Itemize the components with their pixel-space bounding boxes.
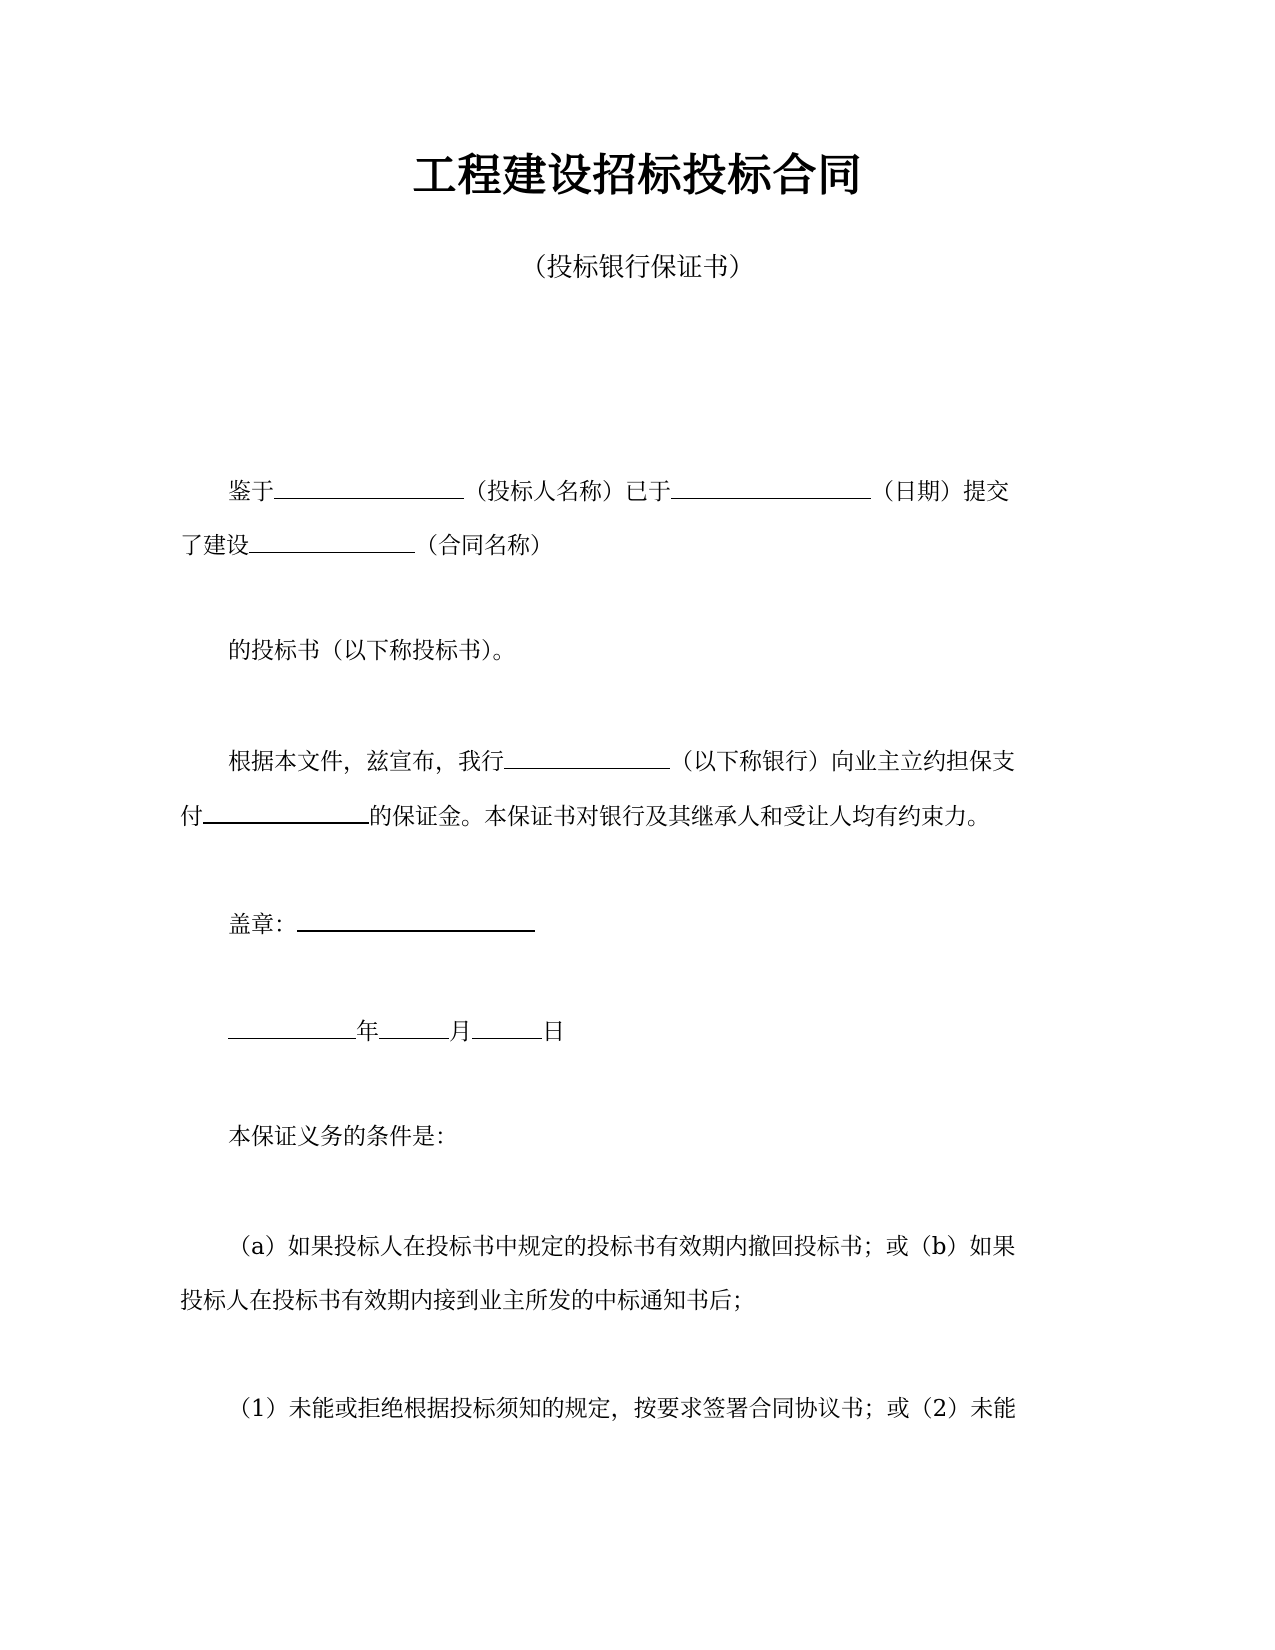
para3-prefix: 根据本文件，兹宣布，我行 bbox=[228, 749, 504, 775]
document-title: 工程建设招标投标合同 bbox=[412, 150, 863, 201]
month-blank[interactable] bbox=[379, 1012, 449, 1039]
contract-name-blank[interactable] bbox=[249, 526, 415, 553]
date-label: （日期）提交 bbox=[871, 479, 1009, 505]
bank-name-blank[interactable] bbox=[504, 742, 670, 769]
day-label: 日 bbox=[542, 1019, 565, 1045]
bidder-name-label: （投标人名称）已于 bbox=[464, 479, 671, 505]
condition-a-line2: 投标人在投标书有效期内接到业主所发的中标通知书后； bbox=[180, 1288, 755, 1314]
para3-line1 bbox=[228, 742, 1015, 779]
condition-a-line1: （a）如果投标人在投标书中规定的投标书有效期内撤回投标书；或（b）如果 bbox=[228, 1234, 1016, 1260]
para3-suffix: （以下称银行）向业主立约担保支 bbox=[670, 749, 1015, 775]
para3-line2-suffix: 的保证金。本保证书对银行及其继承人和受让人均有约束力。 bbox=[369, 804, 990, 830]
para1-prefix: 鉴于 bbox=[228, 479, 274, 505]
para3-line2 bbox=[180, 796, 990, 834]
document-subtitle: （投标银行保证书） bbox=[520, 253, 755, 283]
date-blank[interactable] bbox=[671, 472, 871, 499]
para2-text: 的投标书（以下称投标书）。 bbox=[228, 638, 516, 664]
seal-line bbox=[228, 904, 535, 942]
seal-label: 盖章： bbox=[228, 912, 297, 938]
para1-line2-prefix: 了建设 bbox=[180, 533, 249, 559]
date-line bbox=[228, 1012, 565, 1049]
bidder-name-blank[interactable] bbox=[274, 472, 464, 499]
para3-line2-prefix: 付 bbox=[180, 804, 203, 830]
day-blank[interactable] bbox=[472, 1012, 542, 1039]
para1-line2 bbox=[180, 526, 553, 563]
condition-1-line1: （1）未能或拒绝根据投标须知的规定，按要求签署合同协议书；或（2）未能 bbox=[228, 1396, 1017, 1422]
contract-name-label: （合同名称） bbox=[415, 533, 553, 559]
year-blank[interactable] bbox=[228, 1012, 356, 1039]
month-label: 月 bbox=[449, 1019, 472, 1045]
amount-blank[interactable] bbox=[203, 796, 369, 824]
seal-blank[interactable] bbox=[297, 904, 535, 932]
conditions-heading: 本保证义务的条件是： bbox=[228, 1124, 458, 1150]
para1-line1 bbox=[228, 472, 1009, 509]
year-label: 年 bbox=[356, 1019, 379, 1045]
